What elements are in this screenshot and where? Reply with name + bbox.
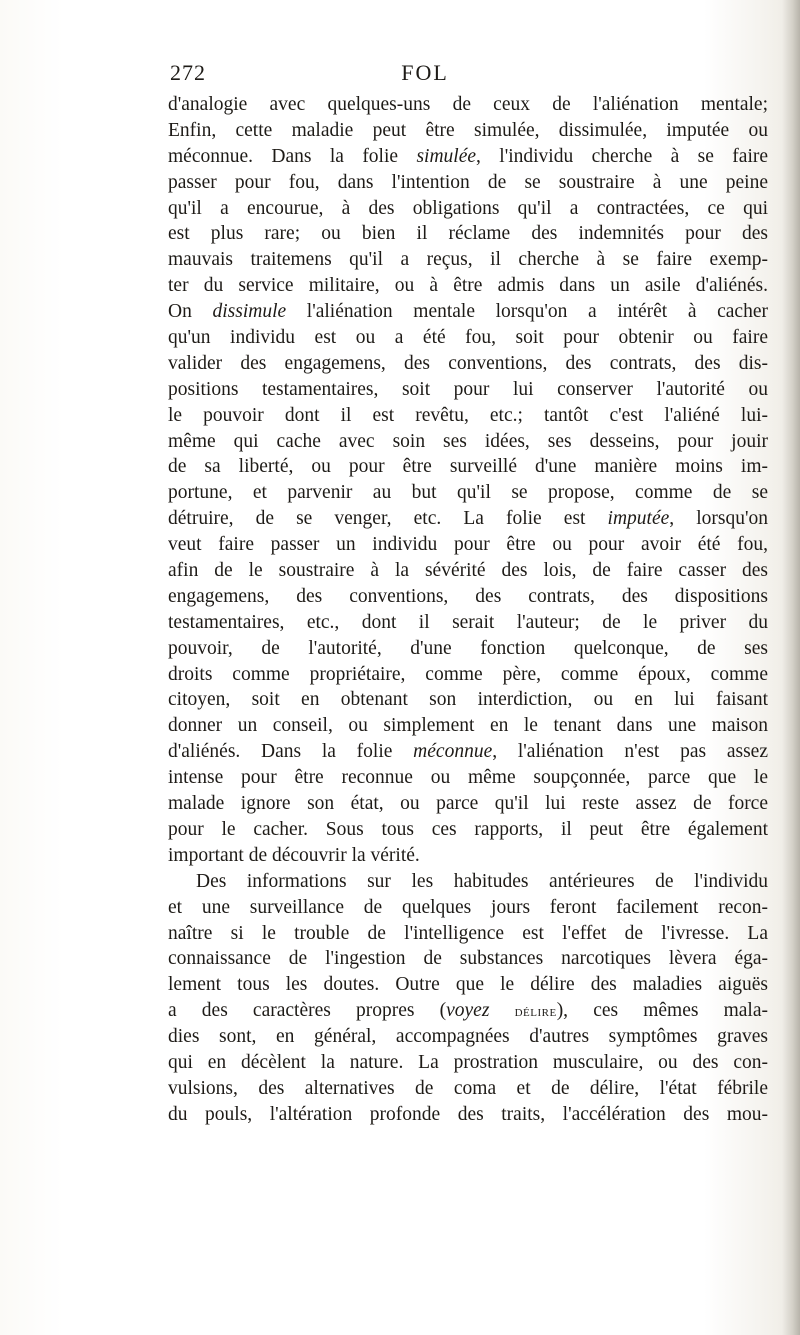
- text-line: [168, 118, 768, 144]
- text-segment: Des informations sur les habitudes antérieures de l'individu: [196, 870, 768, 892]
- text-line: [168, 170, 768, 196]
- text-segment: engagemens, des conventions, des contrats, des dispositions: [168, 585, 768, 607]
- text-segment: important de découvrir la vérité.: [168, 844, 420, 866]
- text-segment: , l'individu cherche à se faire: [476, 145, 769, 167]
- text-segment: [489, 1000, 514, 1021]
- text-segment: a des caractères propres (: [168, 1000, 447, 1022]
- text-line: [168, 765, 768, 791]
- text-segment: pour le cacher. Sous tous ces rapports, il peut être également: [168, 818, 768, 840]
- text-line: [168, 921, 768, 947]
- text-segment: naître si le trouble de l'intelligence est l'effet de l'ivresse. La: [168, 922, 768, 944]
- text-line: [168, 636, 768, 662]
- text-segment: d'analogie avec quelques-uns de ceux de l'aliénation mentale;: [168, 94, 768, 115]
- text-line: [168, 998, 768, 1024]
- text-segment: vulsions, des alternatives de coma et de délire, l'état fébrile: [168, 1077, 768, 1099]
- text-line: [168, 869, 768, 895]
- text-segment: , lorsqu'on: [669, 508, 769, 530]
- text-line: [168, 299, 768, 325]
- text-line: [168, 325, 768, 351]
- text-line: [168, 558, 768, 584]
- text-line: [168, 739, 768, 765]
- text-line: [168, 454, 768, 480]
- text-line: [168, 662, 768, 688]
- text-line: [168, 403, 768, 429]
- text-line: [168, 610, 768, 636]
- text-line: [168, 196, 768, 222]
- body-text: [168, 92, 768, 1128]
- italic-term: voyez: [446, 1000, 490, 1022]
- text-line: [168, 247, 768, 273]
- text-line: [168, 972, 768, 998]
- italic-term: méconnue: [413, 741, 493, 763]
- text-segment: ), ces mêmes mala-: [556, 1000, 768, 1022]
- text-line: [168, 351, 768, 377]
- text-line: [168, 895, 768, 921]
- text-segment: le pouvoir dont il est revêtu, etc.; tantôt c'est l'aliéné lui-: [168, 404, 768, 426]
- text-segment: mauvais traitemens qu'il a reçus, il cherche à se faire exemp-: [168, 249, 768, 271]
- text-segment: citoyen, soit en obtenant son interdiction, ou en lui faisant: [168, 689, 768, 711]
- text-line: [168, 584, 768, 610]
- text-segment: du pouls, l'altération profonde des traits, l'accélération des mou-: [168, 1103, 768, 1125]
- text-line: [168, 1076, 768, 1102]
- text-line: [168, 843, 768, 869]
- text-segment: Enfin, cette maladie peut être simulée, dissimulée, imputée ou: [168, 119, 768, 141]
- text-line: [168, 1102, 768, 1128]
- italic-term: imputée: [607, 508, 670, 530]
- text-segment: est plus rare; ou bien il réclame des indemnités pour des: [168, 223, 768, 245]
- text-segment: qui en décèlent la nature. La prostration musculaire, ou des con-: [168, 1051, 768, 1073]
- text-line: [168, 791, 768, 817]
- text-segment: , l'aliénation n'est pas assez: [492, 741, 768, 763]
- text-segment: malade ignore son état, ou parce qu'il lui reste assez de force: [168, 793, 768, 815]
- text-line: [168, 532, 768, 558]
- text-segment: même qui cache avec soin ses idées, ses desseins, pour jouir: [168, 430, 768, 452]
- text-line: [168, 817, 768, 843]
- text-line: [168, 221, 768, 247]
- text-segment: lement tous les doutes. Outre que le délire des maladies aiguës: [168, 974, 768, 996]
- running-head: [170, 60, 650, 90]
- text-line: [168, 506, 768, 532]
- text-segment: de sa liberté, ou pour être surveillé d'une manière moins im-: [168, 456, 768, 478]
- text-segment: dies sont, en général, accompagnées d'autres symptômes graves: [168, 1026, 768, 1048]
- text-segment: pouvoir, de l'autorité, d'une fonction quelconque, de ses: [168, 637, 768, 659]
- text-line: [168, 144, 768, 170]
- text-line: [168, 377, 768, 403]
- text-segment: détruire, de se venger, etc. La folie est: [168, 508, 608, 530]
- italic-term: dissimule: [212, 301, 287, 323]
- text-segment: intense pour être reconnue ou même soupçonnée, parce que le: [168, 767, 768, 789]
- text-segment: qu'un individu est ou a été fou, soit pour obtenir ou faire: [168, 327, 768, 349]
- text-line: [168, 92, 768, 118]
- italic-term: simulée: [416, 145, 477, 167]
- text-segment: afin de le soustraire à la sévérité des lois, de faire casser des: [168, 560, 768, 582]
- text-segment: et une surveillance de quelques jours feront facilement recon-: [168, 896, 768, 918]
- text-segment: donner un conseil, ou simplement en le tenant dans une maison: [168, 715, 768, 737]
- text-segment: méconnue. Dans la folie: [168, 145, 417, 167]
- text-segment: portune, et parvenir au but qu'il se propose, comme de se: [168, 482, 768, 504]
- cross-reference: délire: [514, 1004, 557, 1021]
- text-line: [168, 1050, 768, 1076]
- text-segment: passer pour fou, dans l'intention de se soustraire à une peine: [168, 171, 768, 193]
- text-segment: veut faire passer un individu pour être ou pour avoir été fou,: [168, 534, 768, 556]
- running-title: FOL: [401, 60, 449, 85]
- text-line: [168, 1024, 768, 1050]
- text-segment: positions testamentaires, soit pour lui conserver l'autorité ou: [168, 378, 768, 400]
- text-segment: droits comme propriétaire, comme père, comme époux, comme: [168, 663, 768, 685]
- text-line: [168, 687, 768, 713]
- text-segment: connaissance de l'ingestion de substances narcotiques lèvera éga-: [168, 948, 768, 970]
- text-line: [168, 946, 768, 972]
- text-segment: ter du service militaire, ou à être admis dans un asile d'aliénés.: [168, 275, 768, 297]
- text-line: [168, 713, 768, 739]
- text-line: [168, 480, 768, 506]
- text-line: [168, 429, 768, 455]
- page-edge-shadow: [782, 0, 800, 1335]
- text-segment: d'aliénés. Dans la folie: [168, 741, 414, 763]
- page-number: 272: [170, 60, 206, 85]
- text-segment: qu'il a encourue, à des obligations qu'il a contractées, ce qui: [168, 197, 768, 219]
- text-segment: valider des engagemens, des conventions, des contrats, des dis-: [168, 352, 768, 374]
- text-segment: l'aliénation mentale lorsqu'on a intérêt à cacher: [286, 301, 768, 323]
- text-segment: testamentaires, etc., dont il serait l'auteur; de le priver du: [168, 611, 768, 633]
- text-line: [168, 273, 768, 299]
- text-segment: On: [168, 301, 213, 323]
